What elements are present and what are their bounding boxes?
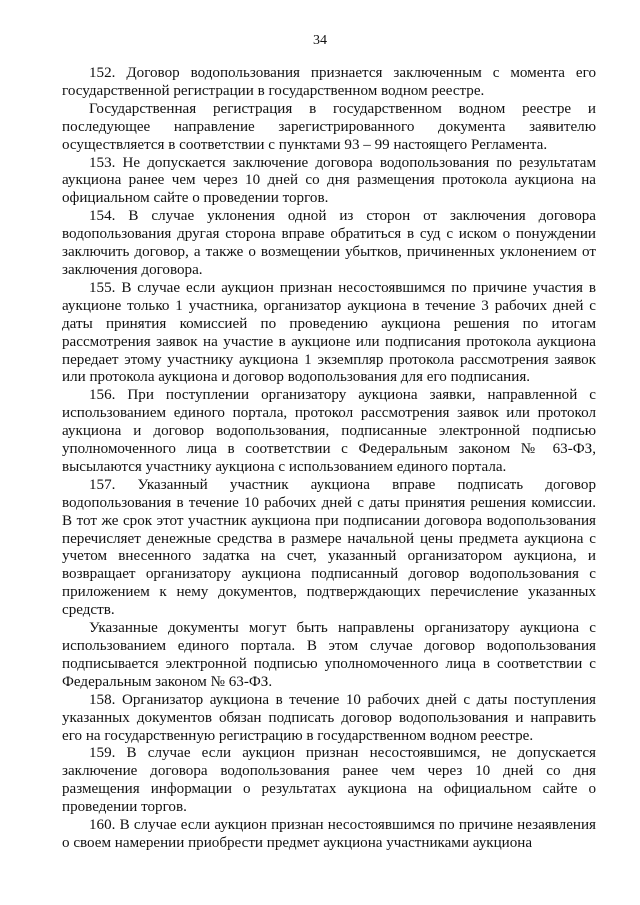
paragraph-153: 153. Не допускается заключение договора водопользования по результатам аукциона ранее чем через 10 дней со дня размещения протокола аукциона на официальном сайте о проведении торгов.: [62, 154, 596, 207]
paragraph-154: 154. В случае уклонения одной из сторон от заключения договора водопользования другая сторона вправе обратиться в суд с иском о понуждении заключить договор, а также о возмещении убытков, причиненных уклонением от заключения договора.: [62, 208, 596, 278]
paragraph-159: 159. В случае если аукцион признан несостоявшимся, не допускается заключение договора водопользования ранее чем через 10 дней со дня размещения информации о результатах аукциона на официальном сайте о проведении торгов.: [62, 745, 596, 816]
paragraph-155: 155. В случае если аукцион признан несостоявшимся по причине участия в аукционе только 1 участника, организатор аукциона в течение 3 рабочих дней с даты принятия комиссией по проведению аукциона решения по итогам рассмотрения заявок на участие в аукционе или подписания протокола аукциона передает этому участнику аукциона 1 экземпляр протокола рассмотрения заявок или протокола аукциона и договор водопользования для его подписания.: [62, 279, 596, 386]
page-number: 34: [313, 33, 327, 48]
paragraph-156: 156. При поступлении организатору аукциона заявки, направленной с использованием единого портала, протокол рассмотрения заявок или протокол аукциона и договор водопользования, подписанные электронной подписью уполномоченного лица в соответствии с Федеральным законом № 63-ФЗ, высылаются участнику аукциона с использованием единого портала.: [62, 387, 596, 475]
paragraph-160: 160. В случае если аукцион признан несостоявшимся по причине незаявления о своем намерении приобрести предмет аукциона участниками аукциона: [62, 817, 596, 851]
paragraph-158: 158. Организатор аукциона в течение 10 рабочих дней с даты поступления указанных документов обязан подписать договор водопользования и направить его на государственную регистрацию в государственном водном реестре.: [62, 691, 596, 744]
paragraph-157-documents: Указанные документы могут быть направлены организатору аукциона с использованием единого портала. В этом случае договор водопользования подписывается электронной подписью уполномоченного лица в соответствии с Федеральным законом № 63-ФЗ.: [62, 620, 596, 690]
document-body: [62, 65, 596, 853]
paragraph-registration: Государственная регистрация в государственном водном реестре и последующее направление зарегистрированного документа заявителю осуществляется в соответствии с пунктами 93 – 99 настоящего Регламента.: [62, 100, 596, 153]
paragraph-152: 152. Договор водопользования признается заключенным с момента его государственной регистрации в государственном водном реестре.: [62, 65, 596, 99]
paragraph-157: 157. Указанный участник аукциона вправе подписать договор водопользования в течение 10 рабочих дней с даты принятия решения комиссии. В тот же срок этот участник аукциона при подписании договора водопользования перечисляет денежные средства в размере начальной цены предмета аукциона с учетом внесенного задатка на счет, указанный организатором аукциона, и возвращает организатору аукциона подписанный договор водопользования с приложением к нему документов, подтверждающих перечисление указанных средств.: [62, 476, 596, 619]
